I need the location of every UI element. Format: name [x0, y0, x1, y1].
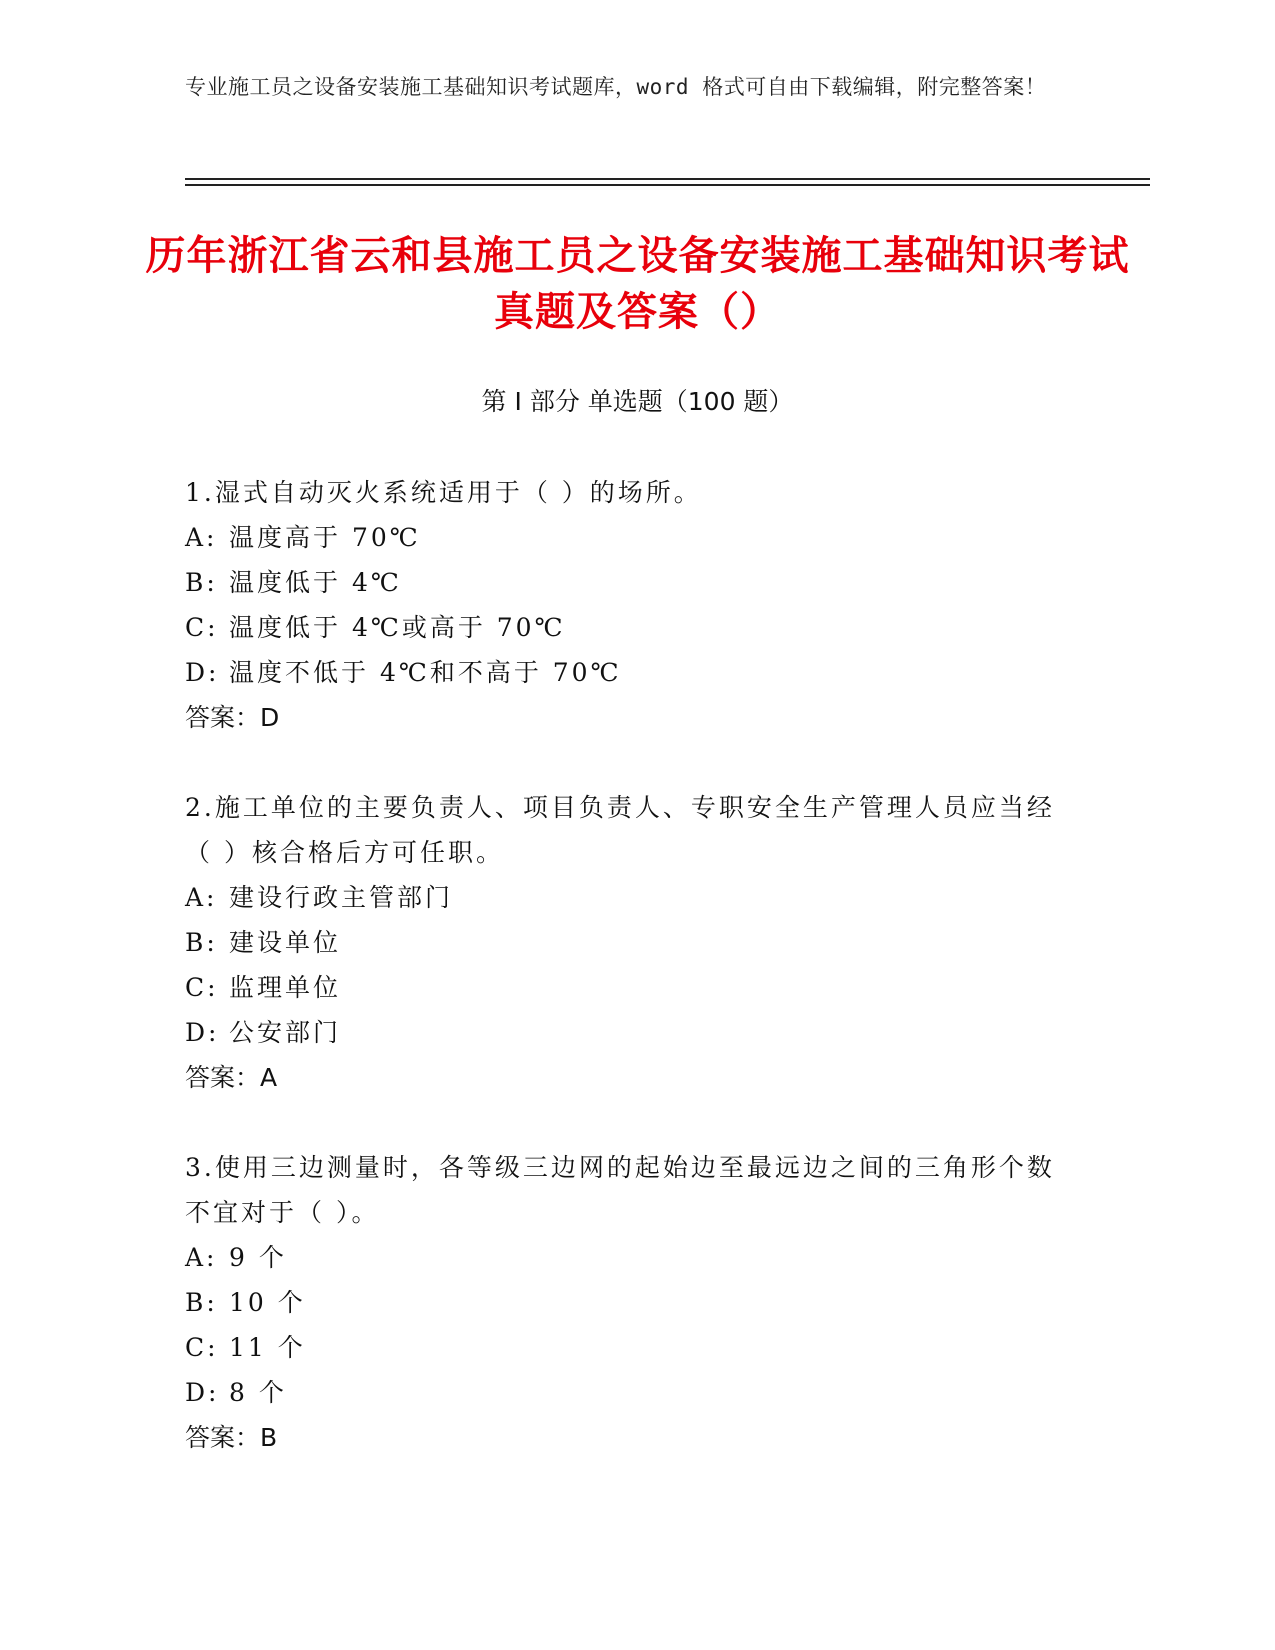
option-a — [185, 515, 1065, 560]
question-stem: 1.湿式自动灭火系统适用于（ ）的场所。 — [185, 478, 702, 507]
option-text: 9 个 — [229, 1243, 287, 1272]
header-note: 专业施工员之设备安装施工基础知识考试题库，word 格式可自由下载编辑，附完整答案！ — [185, 75, 1047, 99]
option-key: A: — [185, 883, 218, 912]
option-key: C: — [185, 1333, 219, 1362]
answer-line: 答案：A — [185, 1063, 278, 1092]
question-stem: 2.施工单位的主要负责人、项目负责人、专职安全生产管理人员应当经（ ）核合格后方可任职。 — [185, 793, 1055, 867]
option-key: C: — [185, 973, 219, 1002]
option-key: B: — [185, 568, 218, 597]
option-c — [185, 1325, 1065, 1370]
option-text: 建设单位 — [229, 928, 342, 957]
option-key: A: — [185, 523, 218, 552]
option-key: D: — [185, 1378, 220, 1407]
option-d — [185, 1010, 1065, 1055]
option-text: 温度高于 70℃ — [229, 523, 421, 552]
option-text: 公安部门 — [229, 1018, 342, 1047]
option-key: B: — [185, 1288, 218, 1317]
option-text: 监理单位 — [229, 973, 342, 1002]
option-key: D: — [185, 1018, 220, 1047]
option-b — [185, 560, 1065, 605]
option-text: 建设行政主管部门 — [229, 883, 454, 912]
document-title: 历年浙江省云和县施工员之设备安装施工基础知识考试真题及答案（） — [145, 233, 1130, 335]
question-stem: 3.使用三边测量时，各等级三边网的起始边至最远边之间的三角形个数不宜对于（ ）。 — [185, 1153, 1055, 1227]
question-block — [185, 1145, 1065, 1460]
header-divider-top — [185, 178, 1150, 180]
answer-line: 答案：B — [185, 1423, 278, 1452]
option-key: B: — [185, 928, 218, 957]
option-text: 温度低于 4℃或高于 70℃ — [229, 613, 566, 642]
question-block — [185, 470, 1065, 740]
question-block — [185, 785, 1065, 1100]
option-key: A: — [185, 1243, 218, 1272]
option-a — [185, 1235, 1065, 1280]
option-text: 10 个 — [229, 1288, 306, 1317]
option-c — [185, 965, 1065, 1010]
option-text: 温度不低于 4℃和不高于 70℃ — [229, 658, 622, 687]
option-b — [185, 1280, 1065, 1325]
option-d — [185, 1370, 1065, 1415]
option-text: 11 个 — [229, 1333, 306, 1362]
header-divider-bottom — [185, 184, 1150, 186]
option-text: 温度低于 4℃ — [229, 568, 402, 597]
section-heading: 第 I 部分 单选题（100 题） — [481, 387, 794, 416]
option-d — [185, 650, 1065, 695]
option-key: C: — [185, 613, 219, 642]
option-a — [185, 875, 1065, 920]
option-text: 8 个 — [229, 1378, 287, 1407]
answer-line: 答案：D — [185, 703, 280, 732]
option-key: D: — [185, 658, 220, 687]
option-b — [185, 920, 1065, 965]
option-c — [185, 605, 1065, 650]
